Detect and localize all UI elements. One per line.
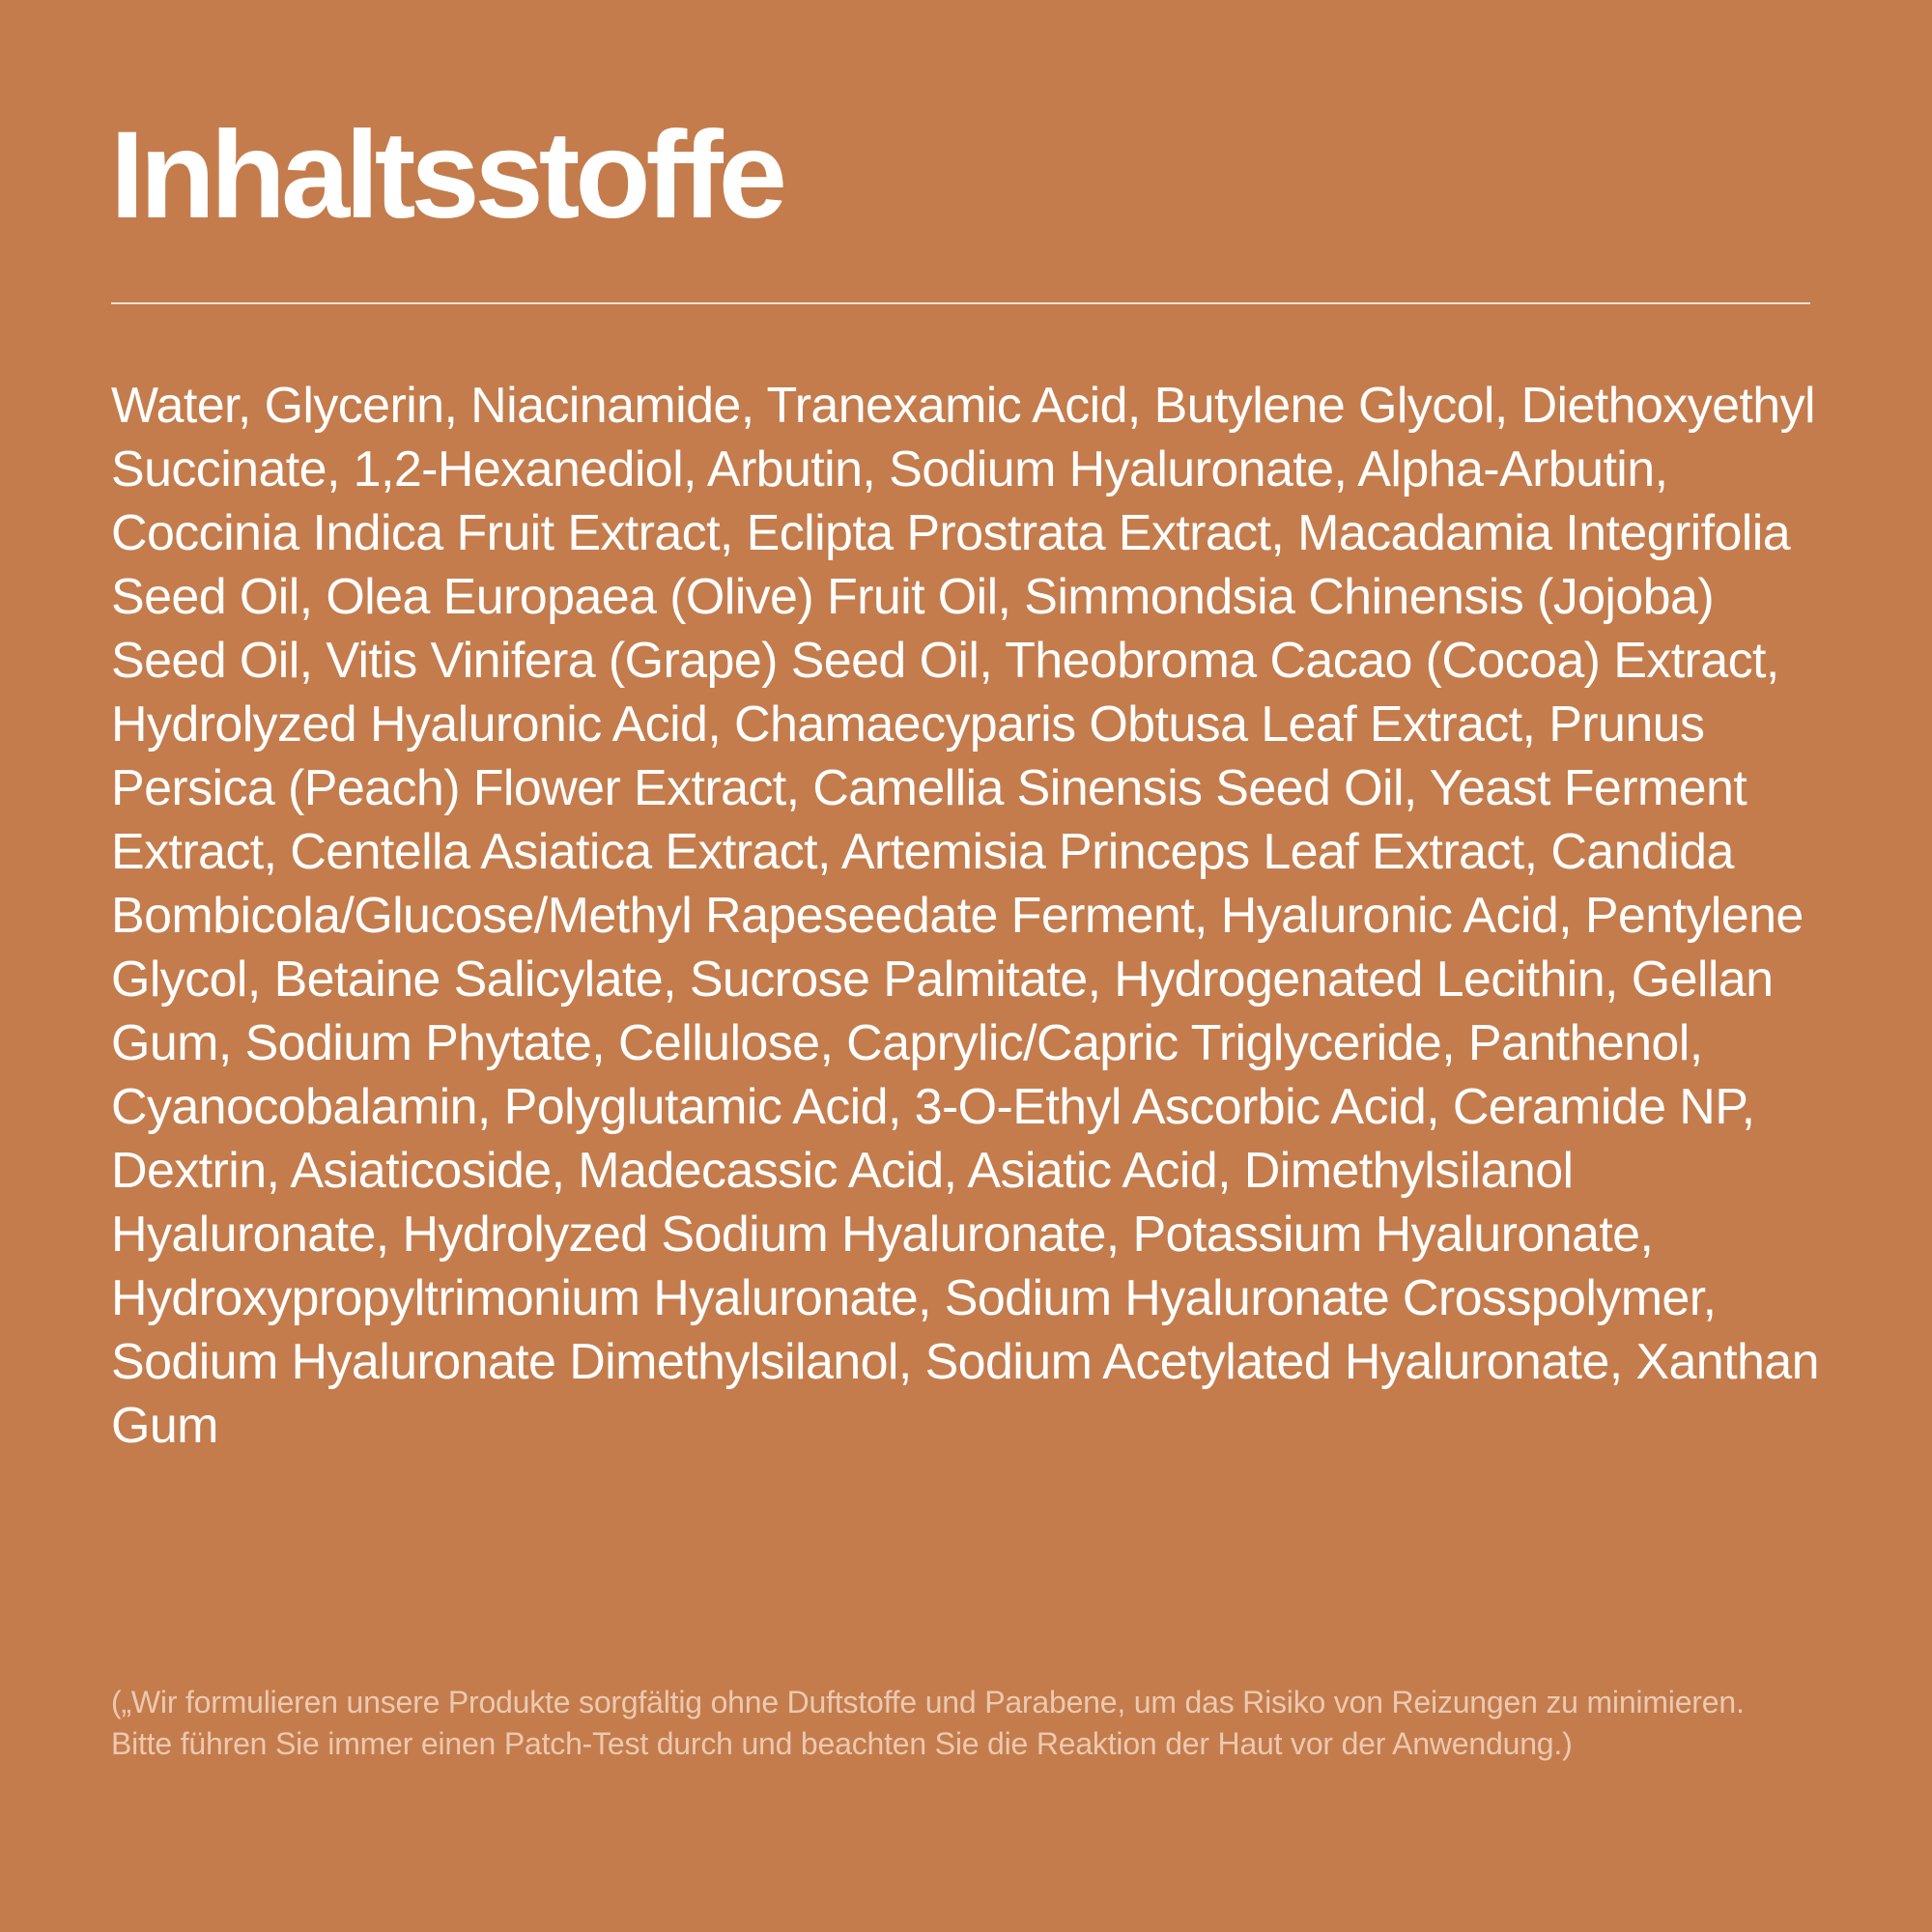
title-divider	[111, 302, 1810, 304]
ingredients-list: Water, Glycerin, Niacinamide, Tranexamic Acid, Butylene Glycol, Diethoxyethyl Succinate, 1,2-Hexanediol, Arbutin, Sodium Hyaluronate, Alpha-Arbutin, Coccinia Indica Fruit Extract, Eclipta Prostrata Extract, Macadamia Integrifolia Seed Oil, Olea Europaea (Olive) Fruit Oil, Simmondsia Chinensis (Jojoba) Seed Oil, Vitis Vinifera (Grape) Seed Oil, Theobroma Cacao (Cocoa) Extract, Hydrolyzed Hyaluronic Acid, Chamaecyparis Obtusa Leaf Extract, Prunus Persica (Peach) Flower Extract, Camellia Sinensis Seed Oil, Yeast Ferment Extract, Centella Asiatica Extract, Artemisia Princeps Leaf Extract, Candida Bombicola/Glucose/Methyl Rapeseedate Ferment, Hyaluronic Acid, Pentylene Glycol, Betaine Salicylate, Sucrose Palmitate, Hydrogenated Lecithin, Gellan Gum, Sodium Phytate, Cellulose, Caprylic/Capric Triglyceride, Panthenol, Cyanocobalamin, Polyglutamic Acid, 3-O-Ethyl Ascorbic Acid, Ceramide NP, Dextrin, Asiaticoside, Madecassic Acid, Asiatic Acid, Dimethylsilanol Hyaluronate, Hydrolyzed Sodium Hyaluronate, Potassium Hyaluronate, Hydroxypropyltrimonium Hyaluronate, Sodium Hyaluronate Crosspolymer, Sodium Hyaluronate Dimethylsilanol, Sodium Acetylated Hyaluronate, Xanthan Gum	[111, 378, 1819, 1454]
page-title: Inhaltsstoffe	[110, 106, 782, 244]
disclaimer-note: („Wir formulieren unsere Produkte sorgfältig ohne Duftstoffe und Parabene, um das Risiko von Reizungen zu minimieren. Bitte führen Sie immer einen Patch-Test durch und beachten Sie die Reaktion der Haut vor der Anwendung.)	[111, 1685, 1745, 1761]
